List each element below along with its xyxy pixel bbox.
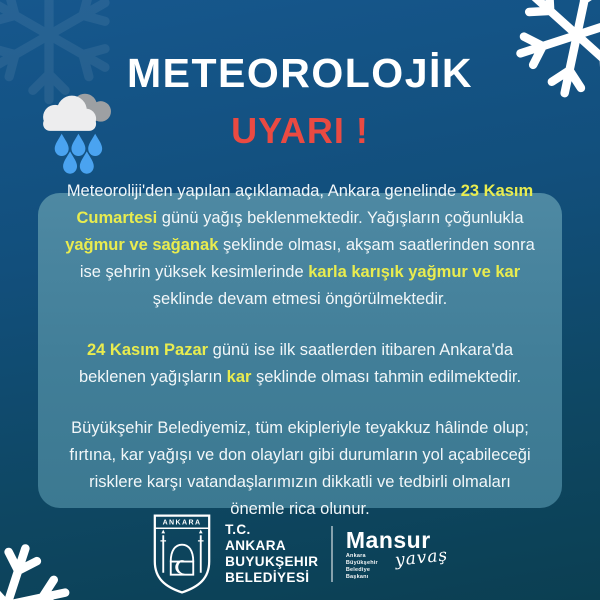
- page-title: METEOROLOJİK: [126, 50, 474, 96]
- mayor-title: Ankara Büyükşehir Belediye Başkanı: [345, 552, 378, 580]
- mayor-name: Mansur: [345, 526, 431, 553]
- municipality-name-block: [225, 522, 318, 586]
- warning-paragraph-1: Meteoroliji'den yapılan açıklamada, Ankara genelinde 23 Kasım Cumartesi günü yağış beklenmektedir. Yağışların çoğunlukla yağmur ve sağanak şeklinde olması, akşam saatlerinden sonra ise şehrin yüksek kesimlerinde karla karışık yağmur ve kar şeklinde devam etmesi öngörülmektedir.: [65, 182, 535, 308]
- org-line-4: BELEDİYESİ: [225, 570, 310, 585]
- org-line-2: ANKARA: [225, 538, 287, 553]
- footer: [0, 508, 600, 600]
- shield-banner-text: ANKARA: [162, 519, 202, 527]
- footer-divider: [331, 526, 333, 582]
- ankara-shield-logo: [152, 512, 212, 596]
- warning-subtitle: UYARI !: [231, 110, 369, 151]
- warning-panel: [38, 182, 562, 518]
- warning-paragraph-2: 24 Kasım Pazar günü ise ilk saatlerden itibaren Ankara'da beklenen yağışların kar şeklinde olması tahmin edilmektedir.: [78, 341, 522, 386]
- org-line-3: BUYUKŞEHIR: [225, 554, 319, 569]
- warning-paragraph-3: Büyükşehir Belediyemiz, tüm ekipleriyle teyakkuz hâlinde olup; fırtına, kar yağışı ve don olayları gibi durumların yol açabileceği risklere karşı vatandaşlarımızın dikkatli ve tedbirli olmaları önemle rica olunur.: [69, 419, 531, 518]
- mayor-signature: yavaş: [393, 544, 449, 571]
- mayor-logo: [346, 528, 448, 581]
- org-line-1: T.C.: [225, 522, 251, 537]
